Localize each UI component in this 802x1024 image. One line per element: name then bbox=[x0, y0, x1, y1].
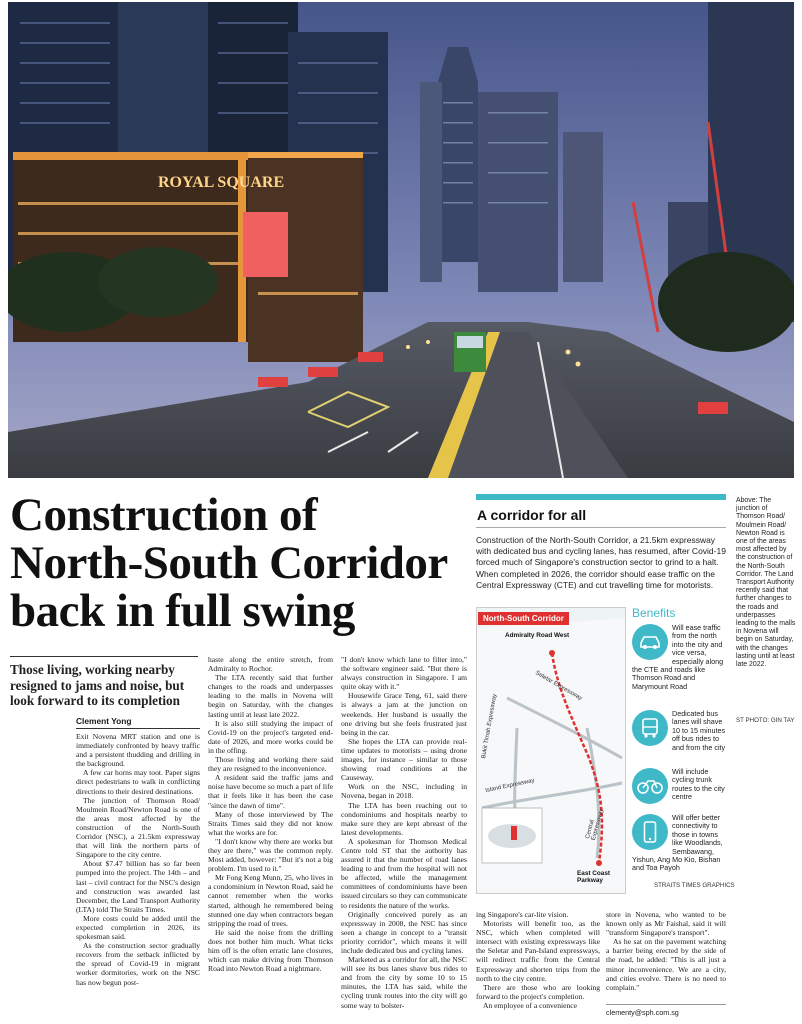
paragraph: Mr Fong Keng Munn, 25, who lives in a condominium in Newton Road, said he cannot remember when the works started, although he remembered being stunned one day when contractors began stripping the road of trees. bbox=[208, 873, 333, 928]
article-photo bbox=[8, 2, 794, 478]
night-street-photo bbox=[8, 2, 794, 478]
paragraph: "I don't know why there are works but they are there," was the common reply. Most added, however: "But it's not a big problem. I'm used to it." bbox=[208, 836, 333, 874]
benefit-text: Dedicated bus lanes will shave 10 to 15 minutes off bus rides to and from the city bbox=[672, 709, 726, 752]
paragraph: Those living and working there said they are resigned to the inconvenience. bbox=[208, 755, 333, 774]
paragraph: "I don't know which lane to filter into," the software engineer said. "But there is always construction in Singapore. I am quite okay with it." bbox=[341, 655, 467, 692]
benefit-item bbox=[632, 624, 728, 691]
paragraph: She hopes the LTA can provide real-time updates to motorists – using drone images, for instance – similar to those showing road conditions at the Causeway. bbox=[341, 736, 467, 783]
headline-line-3: back in full swing bbox=[10, 585, 355, 637]
paragraph: Originally conceived purely as an expressway in 2008, the NSC has since seen a change in concept to a "transit priority corridor", which means it will include dedicated bus and cycling lanes. bbox=[341, 909, 467, 955]
map-label-end: East Coast Parkway bbox=[577, 870, 611, 884]
paragraph: He said the noise from the drilling does not bother him much. What ticks him off is the often erratic lane closures, which can make driving from Thomson Road into Newton Road a nightmare. bbox=[208, 927, 333, 974]
body-column-3 bbox=[341, 655, 467, 1022]
paragraph: The LTA has been reaching out to condominiums and hospitals nearby to make sure they are kept abreast of the latest developments. bbox=[341, 800, 467, 837]
car-icon bbox=[632, 624, 668, 660]
paragraph: About $7.47 billion has so far been pumped into the project. The 14th – and last – civil contract for the NSC's design and construction was awarded last December, the Land Transport Authority (LTA) told The Straits Times. bbox=[76, 859, 200, 914]
byline: Clement Yong bbox=[76, 716, 132, 726]
byline-rule bbox=[76, 728, 200, 729]
paragraph: A spokesman for Thomson Medical Centre told ST that the authority has assured it that the number of road lanes leading to and from the hospital will not be affected, while the management committees of condominiums have been issued circulars so they can communicate to residents the nature of the works. bbox=[341, 836, 467, 910]
benefit-item bbox=[632, 768, 728, 806]
infographic-rule bbox=[476, 527, 726, 528]
paragraph: store in Novena, who wanted to be known only as Mr Faishal, said it will "transform Singapore's transport". bbox=[606, 910, 726, 938]
paragraph: Exit Novena MRT station and one is immediately confronted by heavy traffic and a persistent thudding and drilling in the background. bbox=[76, 732, 200, 769]
paragraph: Housewife Grace Teng, 61, said there is always a jam at the junction on weekends. Her husband is usually the one driving but she feels frustrated just being in the car. bbox=[341, 691, 467, 737]
photo-credit: ST PHOTO: GIN TAY bbox=[736, 717, 795, 724]
paragraph: It is also still studying the impact of Covid-19 on the project's targeted end-date of 2026, and more works could be in the offing. bbox=[208, 718, 333, 755]
map-label-bukit-timah: Bukit Timah Expressway bbox=[481, 693, 499, 760]
route-start-marker bbox=[549, 650, 555, 656]
route-map bbox=[476, 607, 626, 894]
paragraph: A few car horns may toot. Paper signs direct pedestrians to walk in conflicting directions to their desired destinations. bbox=[76, 768, 200, 796]
paragraph: As he sat on the pavement watching a barrier being erected by the side of the road, he added: "This is all just a minor inconvenience. We are a city, and cities evolve. There is no need to complain." bbox=[606, 937, 726, 992]
map-label-seletar: Seletar Expressway bbox=[534, 670, 583, 702]
benefit-text: Will include cycling trunk routes to the city centre bbox=[672, 767, 725, 802]
benefit-text: Will ease traffic from the north into the city and vice versa, especially along the CTE and roads like Thomson Road and Marymount Road bbox=[632, 623, 724, 691]
paragraph: As the construction sector gradually recovers from the setback inflicted by the spread of Covid-19 in migrant worker dormitories, work on the NSC has now begun post- bbox=[76, 941, 200, 987]
email-rule bbox=[606, 1004, 726, 1005]
map-title: North-South Corridor bbox=[478, 612, 569, 625]
benefit-text: Will offer better connectivity to those in towns like Woodlands, Sembawang, Yishun, Ang Mo Kio, Bishan and Toa Payoh bbox=[632, 813, 723, 873]
map-label-island: Island Expressway bbox=[484, 777, 536, 795]
paragraph: The junction of Thomson Road/ Moulmein Road/Newton Road is one of the areas most affected by the construction of the North-South Corridor (NSC), a 21.5km expressway that will link the northern parts of Singapore to the city centre. bbox=[76, 795, 200, 860]
bus-icon bbox=[632, 710, 668, 746]
route-end-marker bbox=[596, 860, 602, 866]
paragraph: Work on the NSC, including in Novena, began in 2018. bbox=[341, 782, 467, 801]
inset-highlight bbox=[511, 826, 517, 840]
body-column-2 bbox=[208, 655, 333, 1022]
benefits-title: Benefits bbox=[632, 606, 676, 620]
paragraph: There are those who are looking forward to the project's completion. bbox=[476, 982, 600, 1001]
photo-caption: Above: The junction of Thomson Road/ Moulmein Road/ Newton Road is one of the areas most affected by the construction of the North-South Corridor. The Land Transport Authority recently said that further changes to the roads and underpasses leading to the malls in Novena will begin on Saturday, with the changes lasting until at least late 2022. bbox=[736, 497, 796, 669]
headline-line-1: Construction of bbox=[10, 489, 318, 541]
royal-square-sign: ROYAL SQUARE bbox=[158, 174, 285, 191]
paragraph: Motorists will benefit too, as the NSC, which when completed will intersect with existing expressways like the Seletar and Pan-Island expressways, will redirect traffic from the Central Expressway and shorten trips from the north to the city centre. bbox=[476, 919, 600, 983]
paragraph: Marketed as a corridor for all, the NSC will see its bus lanes shave bus rides to and from the city by some 10 to 15 minutes, the LTA has said, while the cycling trunk routes into the city will go some way to bolster- bbox=[341, 955, 467, 1010]
map-label-start: Admiralty Road West bbox=[505, 632, 570, 639]
body-column-1 bbox=[76, 732, 200, 1022]
standfirst-rule bbox=[10, 656, 198, 657]
benefit-item bbox=[632, 710, 728, 752]
paragraph: Many of those interviewed by The Straits Times said they did not know what the works are for. bbox=[208, 809, 333, 837]
body-column-5 bbox=[606, 910, 726, 1002]
infographic-accent-bar bbox=[476, 494, 726, 500]
paragraph: ing Singapore's car-lite vision. bbox=[476, 910, 569, 919]
paragraph: More costs could be added until the expected completion in 2026, its spokesman said. bbox=[76, 913, 200, 942]
headline-line-2: North-South Corridor bbox=[10, 537, 448, 589]
body-column-4 bbox=[476, 910, 600, 1022]
map-label-central: Central Expressway bbox=[585, 808, 605, 842]
benefit-item bbox=[632, 814, 728, 873]
infographic-credit: STRAITS TIMES GRAPHICS bbox=[654, 882, 735, 889]
paragraph: A resident said the traffic jams and noise have become so much a part of life that it feels like it has been the case "since the dawn of time". bbox=[208, 773, 333, 810]
phone-icon bbox=[632, 814, 668, 850]
author-email[interactable]: clementy@sph.com.sg bbox=[606, 1008, 679, 1017]
infographic-intro: Construction of the North-South Corridor, a 21.5km expressway with dedicated bus and cycling lanes, has resumed, after Covid-19 forced much of Singapore's construction sector to grind to a halt. When completed in 2026, the corridor should ease traffic on the Central Expressway (CTE) and cut travelling time for motorists. bbox=[476, 535, 726, 590]
bicycle-icon bbox=[632, 768, 668, 804]
paragraph: haste along the entire stretch, from Admiralty to Rochor. bbox=[208, 655, 333, 674]
route-map-graphic bbox=[477, 608, 626, 894]
paragraph: The LTA recently said that further changes to the roads and underpasses leading to the malls in Novena will begin on Saturday, with the changes lasting until at least late 2022. bbox=[208, 673, 333, 719]
infographic-title: A corridor for all bbox=[477, 507, 587, 523]
standfirst: Those living, working nearby resigned to jams and noise, but look forward to its completion bbox=[10, 662, 185, 708]
paragraph: An employee of a convenience bbox=[483, 1000, 578, 1010]
headline bbox=[10, 491, 460, 635]
